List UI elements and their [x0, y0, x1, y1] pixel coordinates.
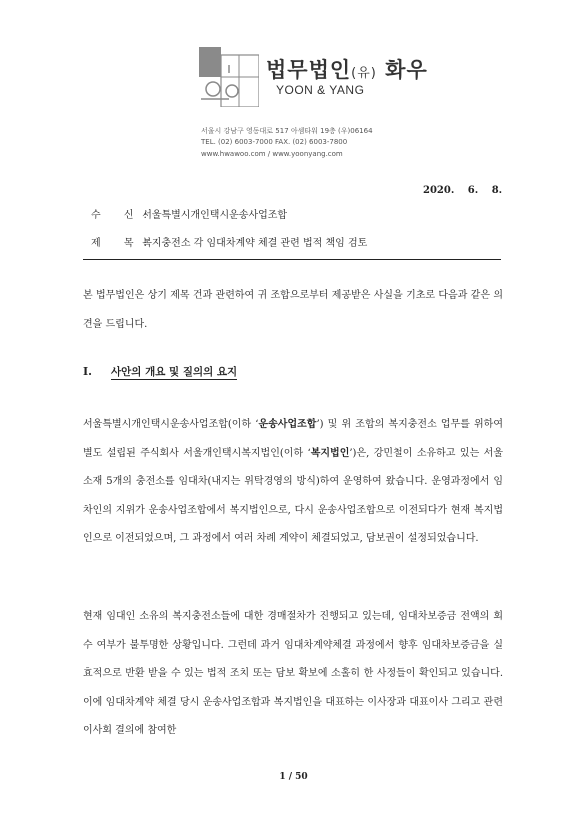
recipient-label: 수 신: — [91, 210, 157, 221]
overview-paragraph — [83, 411, 503, 554]
header-divider — [83, 259, 501, 260]
firm-name-korean — [266, 54, 428, 84]
situation-paragraph: 현재 임대인 소유의 복지충전소들에 대한 경매절차가 진행되고 있는데, 임대차보증금 전액의 회수 여부가 불투명한 상황입니다. 그런데 과거 임대차계약체결 과정에서 향후 임대차보증금을 실효적으로 반환 받을 수 있는 법적 조치 또는 담보 확보에 소홀히 한 사정들이 확인되고 있습니다. 이에 임대차계약 체결 당시 운송사업조합과 복지법인을 대표하는 이사장과 대표이사 그리고 관련 이사회 결의에 참여한 — [83, 611, 503, 736]
page-number: 1 / 50 — [279, 772, 308, 782]
firm-phone-fax: TEL. (02) 6003-7000 FAX. (02) 6003-7800 — [201, 138, 348, 146]
section-title: 사안의 개요 및 질의의 요지 — [111, 366, 238, 378]
firm-name-english: YOON & YANG — [276, 83, 365, 97]
firm-brand: 화우 — [385, 58, 428, 82]
subject-line — [91, 234, 367, 249]
para1-text-a: 서울특별시개인택시운송사업조합(이하 ‘ — [83, 419, 259, 430]
section-heading — [83, 364, 237, 379]
para1-text-c: ’) 및 위 조합의 복지충전소 업무를 위하여 별도 설립된 주식회사 서울개인택시복지법인(이하 ‘ — [83, 419, 504, 459]
firm-logo-mark — [199, 47, 259, 107]
recipient-line — [91, 206, 287, 221]
section-number: I. — [83, 365, 92, 378]
firm-type: (유) — [351, 66, 377, 81]
firm-address: 서울시 강남구 영동대로 517 아셈타워 19층 (우)06164 — [201, 127, 373, 135]
defined-term-welfare-corp: 복지법인 — [310, 447, 350, 459]
hwawoo-logo-icon — [199, 47, 259, 107]
defined-term-union: 운송사업조합 — [258, 419, 317, 430]
document-date: 2020. 6. 8. — [423, 185, 503, 196]
subject-value: 복지충전소 각 임대차계약 체결 관련 법적 책임 검토 — [142, 238, 368, 249]
subject-label: 제 목: — [91, 238, 157, 249]
para1-text-e: ’)은, 강민철이 소유하고 있는 서울 소재 5개의 충전소를 임대차(내지는 위탁경영의 방식)하여 운영하여 왔습니다. 운영과정에서 임차인의 지위가 운송사업조합에서 복지법인으로, 다시 운송사업조합으로 이전되다가 현재 복지법인으로 이전되었으며, 그 과정에서 여러 차례 계약이 체결되었고, 담보권이 설정되었습니다. — [83, 447, 503, 544]
firm-website: www.hwawoo.com / www.yoonyang.com — [201, 150, 343, 158]
firm-name: 법무법인 — [266, 58, 352, 82]
intro-paragraph: 본 법무법인은 상기 제목 건과 관련하여 귀 조합으로부터 제공받은 사실을 기초로 다음과 같은 의견을 드립니다. — [83, 290, 503, 330]
recipient-value: 서울특별시개인택시운송사업조합 — [142, 210, 288, 221]
